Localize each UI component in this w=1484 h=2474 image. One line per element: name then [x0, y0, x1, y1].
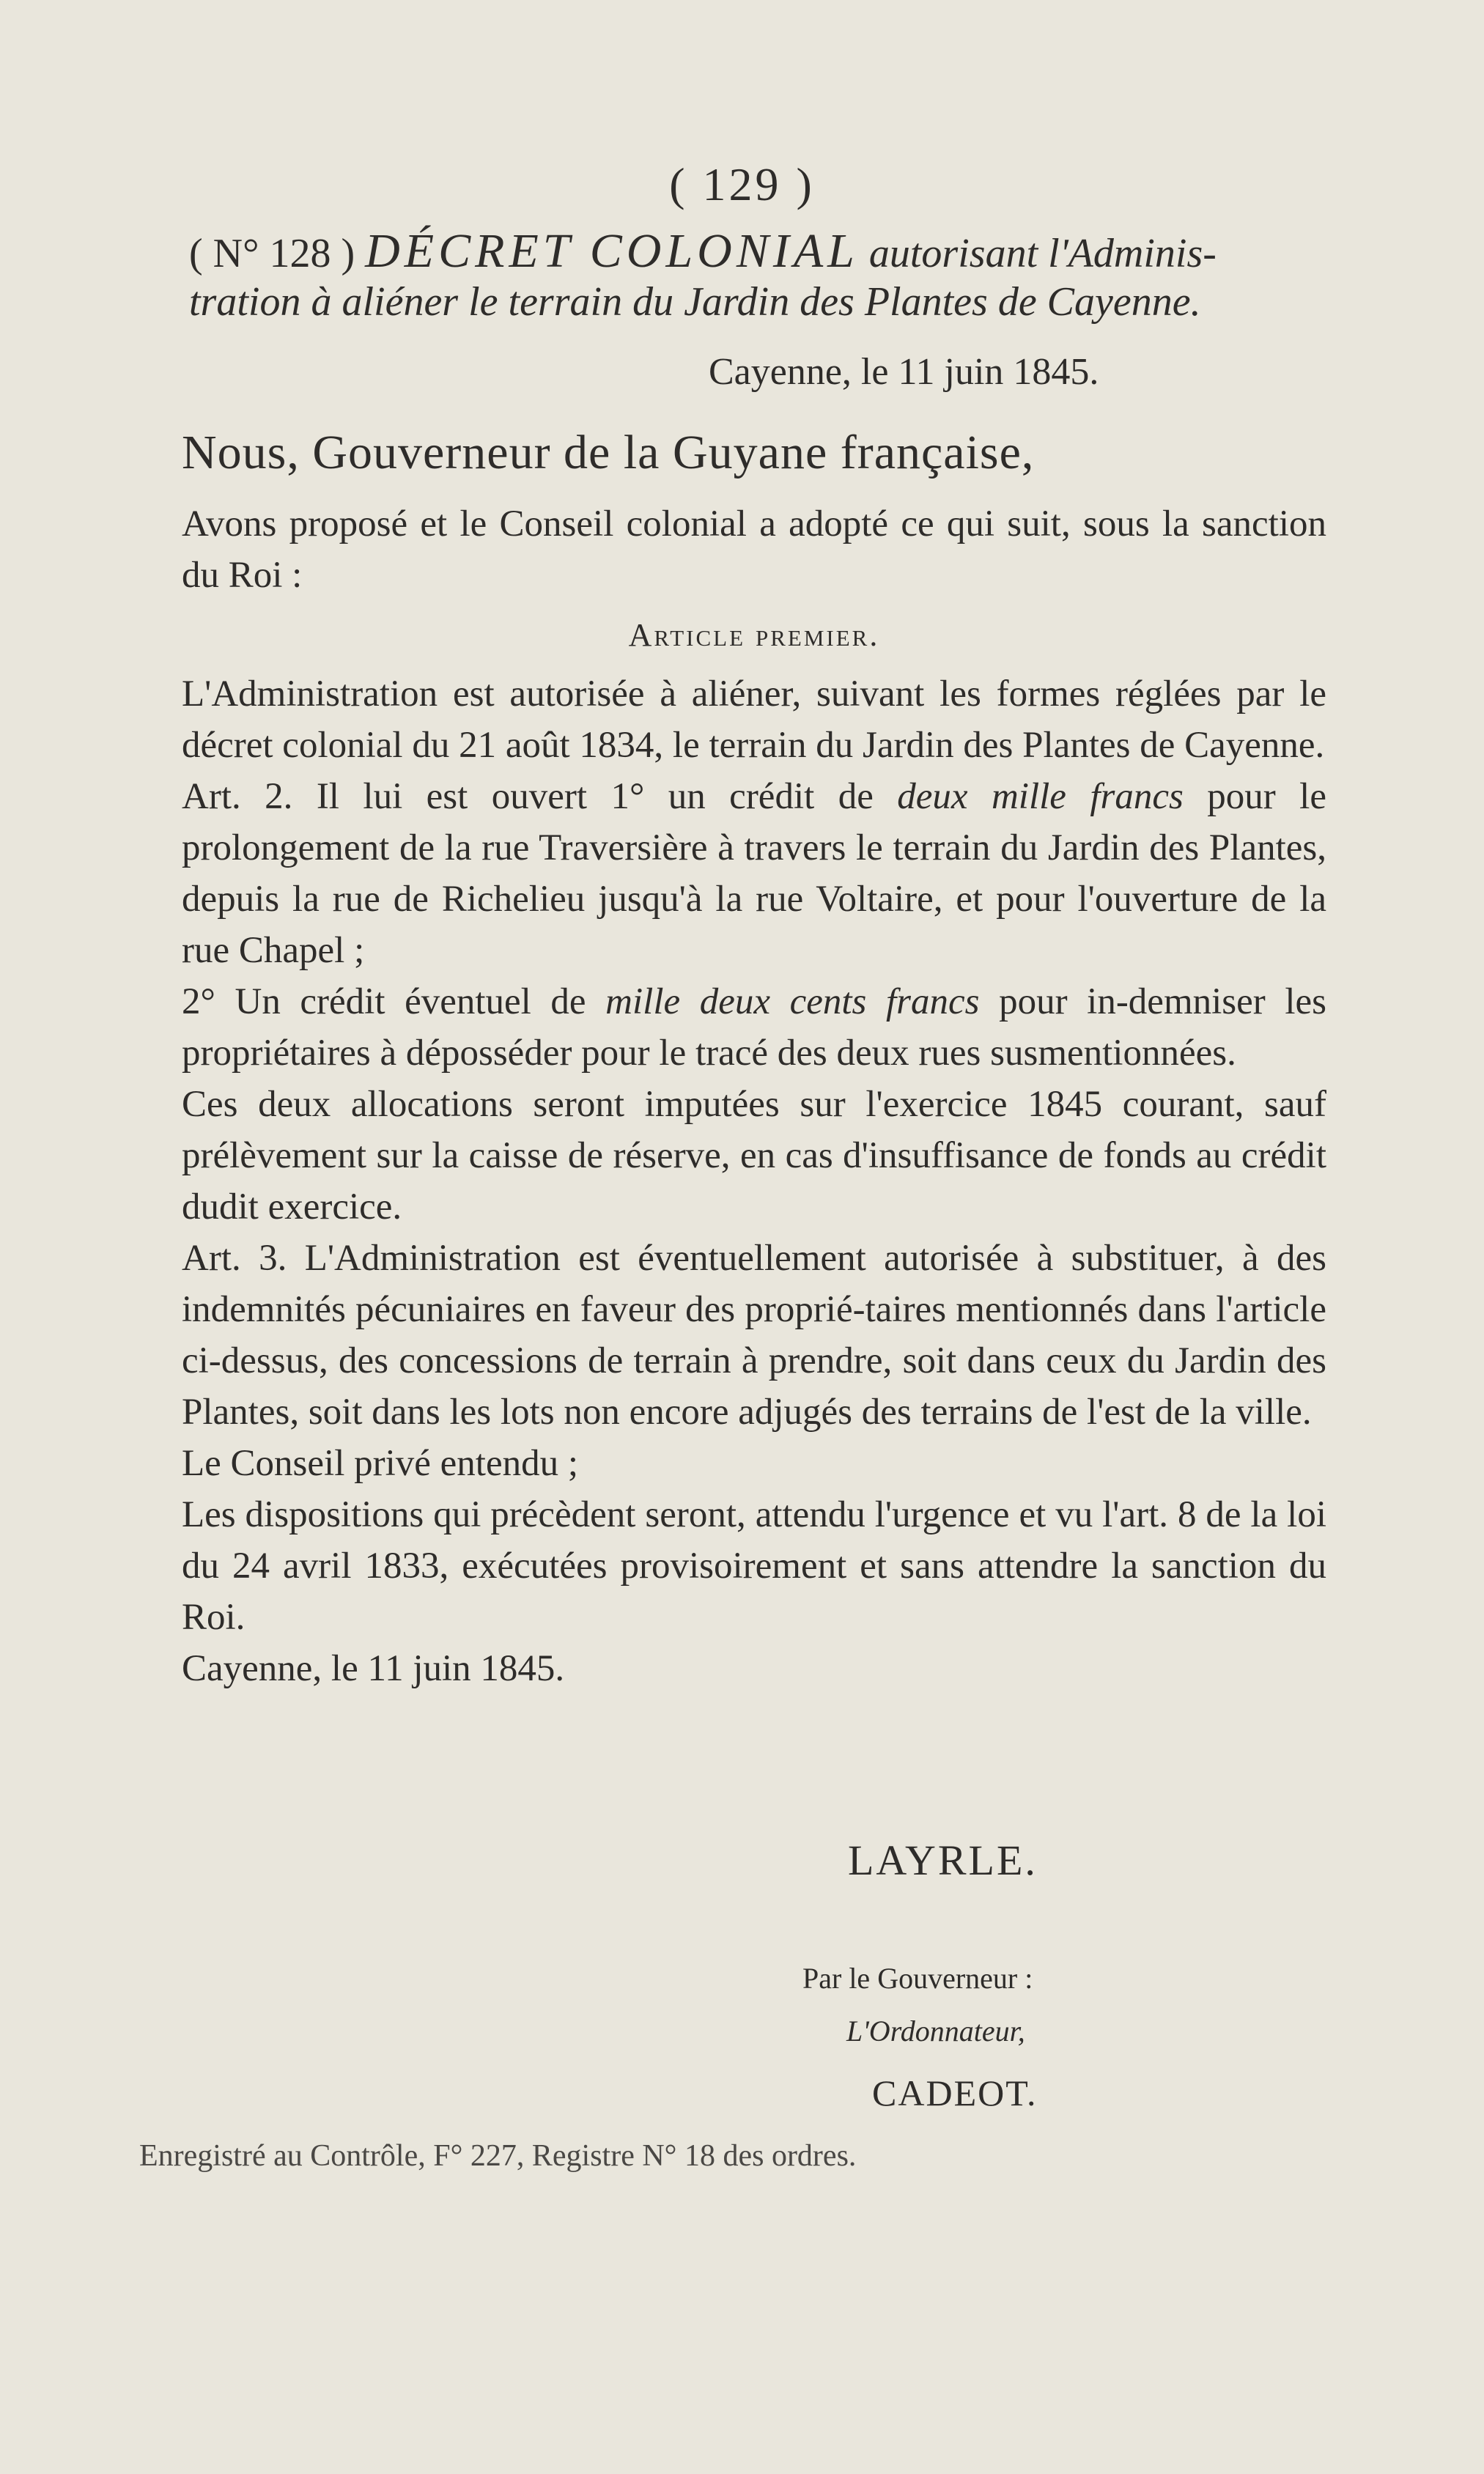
- decree-body: [182, 498, 1326, 1694]
- allocations-paragraph: Ces deux allocations seront imputées sur l'exercice 1845 courant, sauf prélèvement sur la caisse de réserve, en cas d'insuffisance de fonds au crédit dudit exercice.: [182, 1084, 1326, 1227]
- title-continuation: autorisant l'Adminis-: [868, 231, 1217, 276]
- countersignature: CADEOT.: [872, 2072, 1038, 2113]
- article-1: L'Administration est autorisée à aliéner, suivant les formes réglées par le décret colonial du 21 août 1834, le terrain du Jardin des Plantes de Cayenne.: [182, 673, 1326, 766]
- registration-note: Enregistré au Contrôle, F° 227, Registre N° 18 des ordres.: [139, 2139, 857, 2173]
- article-heading: Article premier.: [628, 617, 880, 653]
- par-le-gouverneur: Par le Gouverneur :: [802, 1962, 1033, 1995]
- decree-number: ( N° 128 ): [189, 231, 355, 276]
- closing-date: Cayenne, le 11 juin 1845.: [182, 1648, 565, 1689]
- ordonnateur-title: L'Ordonnateur,: [846, 2015, 1025, 2047]
- article-2-credit: [182, 976, 1326, 1079]
- governor-signature: LAYRLE.: [848, 1836, 1038, 1884]
- salutation: Nous, Gouverneur de la Guyane française,: [182, 426, 1035, 479]
- article-2-amount-1: deux mille francs: [897, 776, 1184, 817]
- title-line-1: [189, 224, 1332, 278]
- article-2-text-b: pour le prolongement de la rue Traversière à travers le terrain du Jardin des Plantes, depuis la rue de Richelieu jusqu'à la rue Voltaire, et pour l'ouverture de la rue Chapel ;: [182, 776, 1326, 971]
- article-3: Art. 3. L'Administration est éventuellement autorisée à substituer, à des indemnités pécuniaires en faveur des proprié-taires mentionnés dans l'article ci-dessus, des concessions de terrain à prendre, soit dans ceux du Jardin des Plantes, soit dans les lots non encore adjugés des terrains de l'est de la ville.: [182, 1238, 1326, 1433]
- place-date: Cayenne, le 11 juin 1845.: [709, 351, 1099, 393]
- article-2-text-d: pour in-demniser les propriétaires à déposséder pour le tracé des deux rues susmentionnées.: [182, 981, 1326, 1074]
- conseil-paragraph: Le Conseil privé entendu ;: [182, 1443, 579, 1484]
- article-2-text-c: 2° Un crédit éventuel de: [182, 981, 606, 1022]
- decree-type: DÉCRET COLONIAL: [365, 224, 859, 278]
- intro-paragraph: Avons proposé et le Conseil colonial a adopté ce qui suit, sous la sanction du Roi :: [182, 503, 1326, 596]
- dispositions-paragraph: Les dispositions qui précèdent seront, attendu l'urgence et vu l'art. 8 de la loi du 24 avril 1833, exécutées provisoirement et sans attendre la sanction du Roi.: [182, 1494, 1326, 1638]
- page-number: ( 129 ): [669, 158, 815, 210]
- title-line-2: tration à aliéner le terrain du Jardin des Plantes de Cayenne.: [189, 279, 1201, 325]
- article-2-text-a: Art. 2. Il lui est ouvert 1° un crédit de: [182, 776, 898, 817]
- decree-title: [189, 224, 1332, 326]
- article-2: [182, 771, 1326, 976]
- article-2-amount-2: mille deux cents francs: [605, 981, 980, 1022]
